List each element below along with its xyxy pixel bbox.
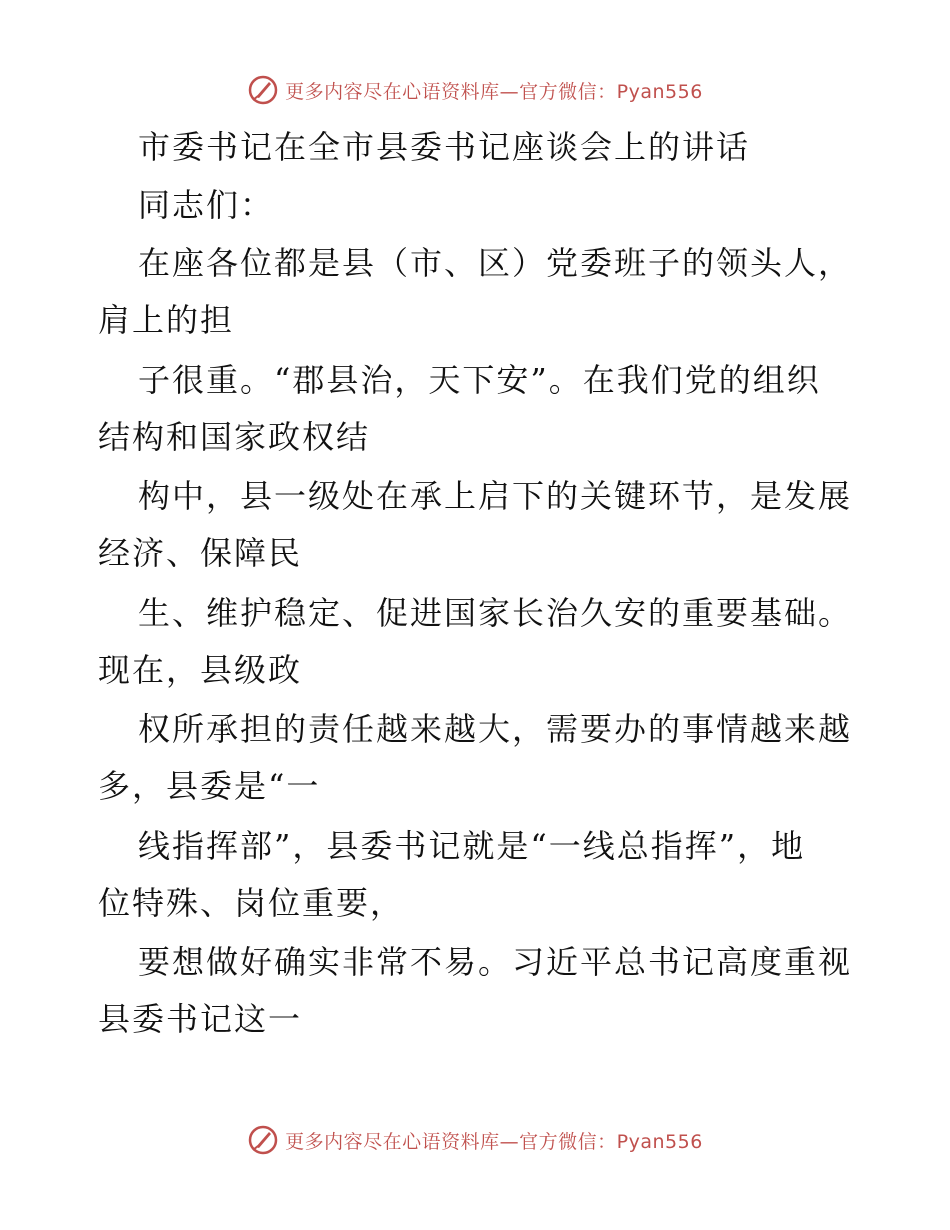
feather-pen-circle-icon bbox=[247, 1124, 279, 1156]
salutation: 同志们： bbox=[138, 186, 275, 224]
paragraph-line: 子很重。“郡县治，天下安”。在我们党的组织 bbox=[138, 361, 821, 399]
feather-pen-circle-icon bbox=[247, 74, 279, 106]
paragraph-line: 多，县委是“一 bbox=[98, 767, 321, 805]
paragraph-line: 现在，县级政 bbox=[98, 651, 303, 689]
paragraph-line: 线指挥部”，县委书记就是“一线总指挥”，地 bbox=[138, 827, 806, 865]
paragraph-line: 权所承担的责任越来越大，需要办的事情越来越 bbox=[138, 710, 853, 748]
paragraph-line: 县委书记这一 bbox=[98, 1000, 303, 1038]
paragraph-line: 在座各位都是县（市、区）党委班子的领头人， bbox=[138, 244, 853, 282]
paragraph-line: 生、维护稳定、促进国家长治久安的重要基础。 bbox=[138, 594, 853, 632]
footer-watermark bbox=[0, 1122, 950, 1158]
paragraph-line: 结构和国家政权结 bbox=[98, 418, 371, 456]
watermark-text: 更多内容尽在心语资料库—官方微信：Pyan556 bbox=[285, 1130, 703, 1153]
paragraph-line: 经济、保障民 bbox=[98, 534, 303, 572]
paragraph-line: 位特殊、岗位重要， bbox=[98, 884, 405, 922]
paragraph-line: 要想做好确实非常不易。习近平总书记高度重视 bbox=[138, 943, 853, 981]
document-title: 市委书记在全市县委书记座谈会上的讲话 bbox=[138, 128, 751, 166]
paragraph-line: 构中，县一级处在承上启下的关键环节，是发展 bbox=[138, 477, 853, 515]
watermark-text: 更多内容尽在心语资料库—官方微信：Pyan556 bbox=[285, 80, 703, 103]
header-watermark bbox=[0, 72, 950, 108]
paragraph-line: 肩上的担 bbox=[98, 301, 235, 339]
